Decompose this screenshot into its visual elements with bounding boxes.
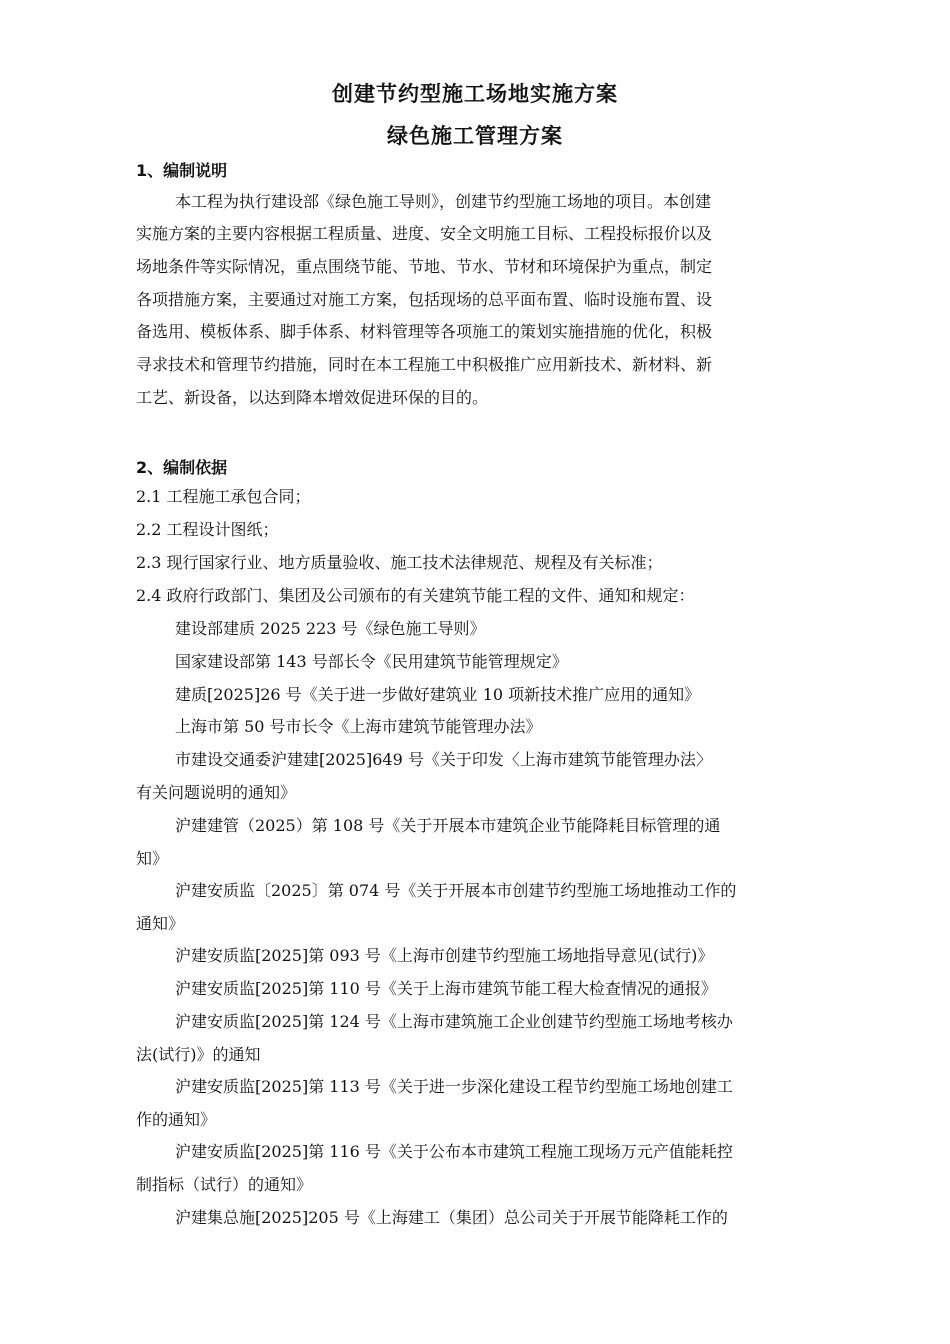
basis-item: 2.3 现行国家行业、地方质量验收、施工技术法律规范、规程及有关标准； bbox=[136, 553, 663, 572]
section-2-heading: 2、编制依据 bbox=[136, 458, 228, 477]
regulation-line: 通知》 bbox=[136, 914, 185, 933]
regulation-line: 法(试行)》的通知 bbox=[136, 1045, 261, 1064]
paragraph-line: 各项措施方案，主要通过对施工方案，包括现场的总平面布置、临时设施布置、设 bbox=[136, 290, 713, 309]
paragraph-line: 实施方案的主要内容根据工程质量、进度、安全文明施工目标、工程投标报价以及 bbox=[136, 224, 713, 243]
regulation-line: 沪建建管（2025）第 108 号《关于开展本市建筑企业节能降耗目标管理的通 bbox=[175, 816, 721, 835]
regulation-line: 知》 bbox=[136, 849, 169, 868]
basis-item: 2.1 工程施工承包合同； bbox=[136, 487, 311, 506]
section-1-heading: 1、编制说明 bbox=[136, 161, 228, 180]
paragraph-line: 寻求技术和管理节约措施，同时在本工程施工中积极推广应用新技术、新材料、新 bbox=[136, 355, 713, 374]
regulation-line: 有关问题说明的通知》 bbox=[136, 783, 297, 802]
regulation-line: 沪建安质监[2025]第 124 号《上海市建筑施工企业创建节约型施工场地考核办 bbox=[175, 1012, 733, 1031]
paragraph-line: 工艺、新设备，以达到降本增效促进环保的目的。 bbox=[136, 388, 489, 407]
basis-item: 2.2 工程设计图纸； bbox=[136, 520, 279, 539]
paragraph-line: 本工程为执行建设部《绿色施工导则》，创建节约型施工场地的项目。本创建 bbox=[175, 192, 712, 211]
regulation-line: 市建设交通委沪建建[2025]649 号《关于印发〈上海市建筑节能管理办法〉 bbox=[175, 750, 712, 769]
document-subtitle: 绿色施工管理方案 bbox=[387, 124, 563, 148]
paragraph-line: 备选用、模板体系、脚手体系、材料管理等各项施工的策划实施措施的优化，积极 bbox=[136, 322, 713, 341]
regulation-line: 建设部建质 2025 223 号《绿色施工导则》 bbox=[175, 619, 486, 638]
regulation-line: 国家建设部第 143 号部长令《民用建筑节能管理规定》 bbox=[175, 652, 568, 671]
regulation-line: 作的通知》 bbox=[136, 1110, 217, 1129]
paragraph-line: 场地条件等实际情况，重点围绕节能、节地、节水、节材和环境保护为重点，制定 bbox=[136, 257, 713, 276]
regulation-line: 建质[2025]26 号《关于进一步做好建筑业 10 项新技术推广应用的通知》 bbox=[175, 685, 701, 704]
document-title: 创建节约型施工场地实施方案 bbox=[332, 82, 618, 106]
basis-item: 2.4 政府行政部门、集团及公司颁布的有关建筑节能工程的文件、通知和规定： bbox=[136, 586, 695, 605]
regulation-line: 沪建安质监[2025]第 110 号《关于上海市建筑节能工程大检查情况的通报》 bbox=[175, 979, 717, 998]
regulation-line: 沪建安质监[2025]第 113 号《关于进一步深化建设工程节约型施工场地创建工 bbox=[175, 1077, 733, 1096]
regulation-line: 上海市第 50 号市长令《上海市建筑节能管理办法》 bbox=[175, 717, 542, 736]
regulation-line: 沪建安质监[2025]第 093 号《上海市创建节约型施工场地指导意见(试行)》 bbox=[175, 946, 714, 965]
regulation-line: 沪建安质监〔2025〕第 074 号《关于开展本市创建节约型施工场地推动工作的 bbox=[175, 881, 737, 900]
regulation-line: 沪建集总施[2025]205 号《上海建工（集团）总公司关于开展节能降耗工作的 bbox=[175, 1208, 728, 1227]
regulation-line: 制指标（试行）的通知》 bbox=[136, 1175, 313, 1194]
regulation-line: 沪建安质监[2025]第 116 号《关于公布本市建筑工程施工现场万元产值能耗控 bbox=[175, 1142, 733, 1161]
